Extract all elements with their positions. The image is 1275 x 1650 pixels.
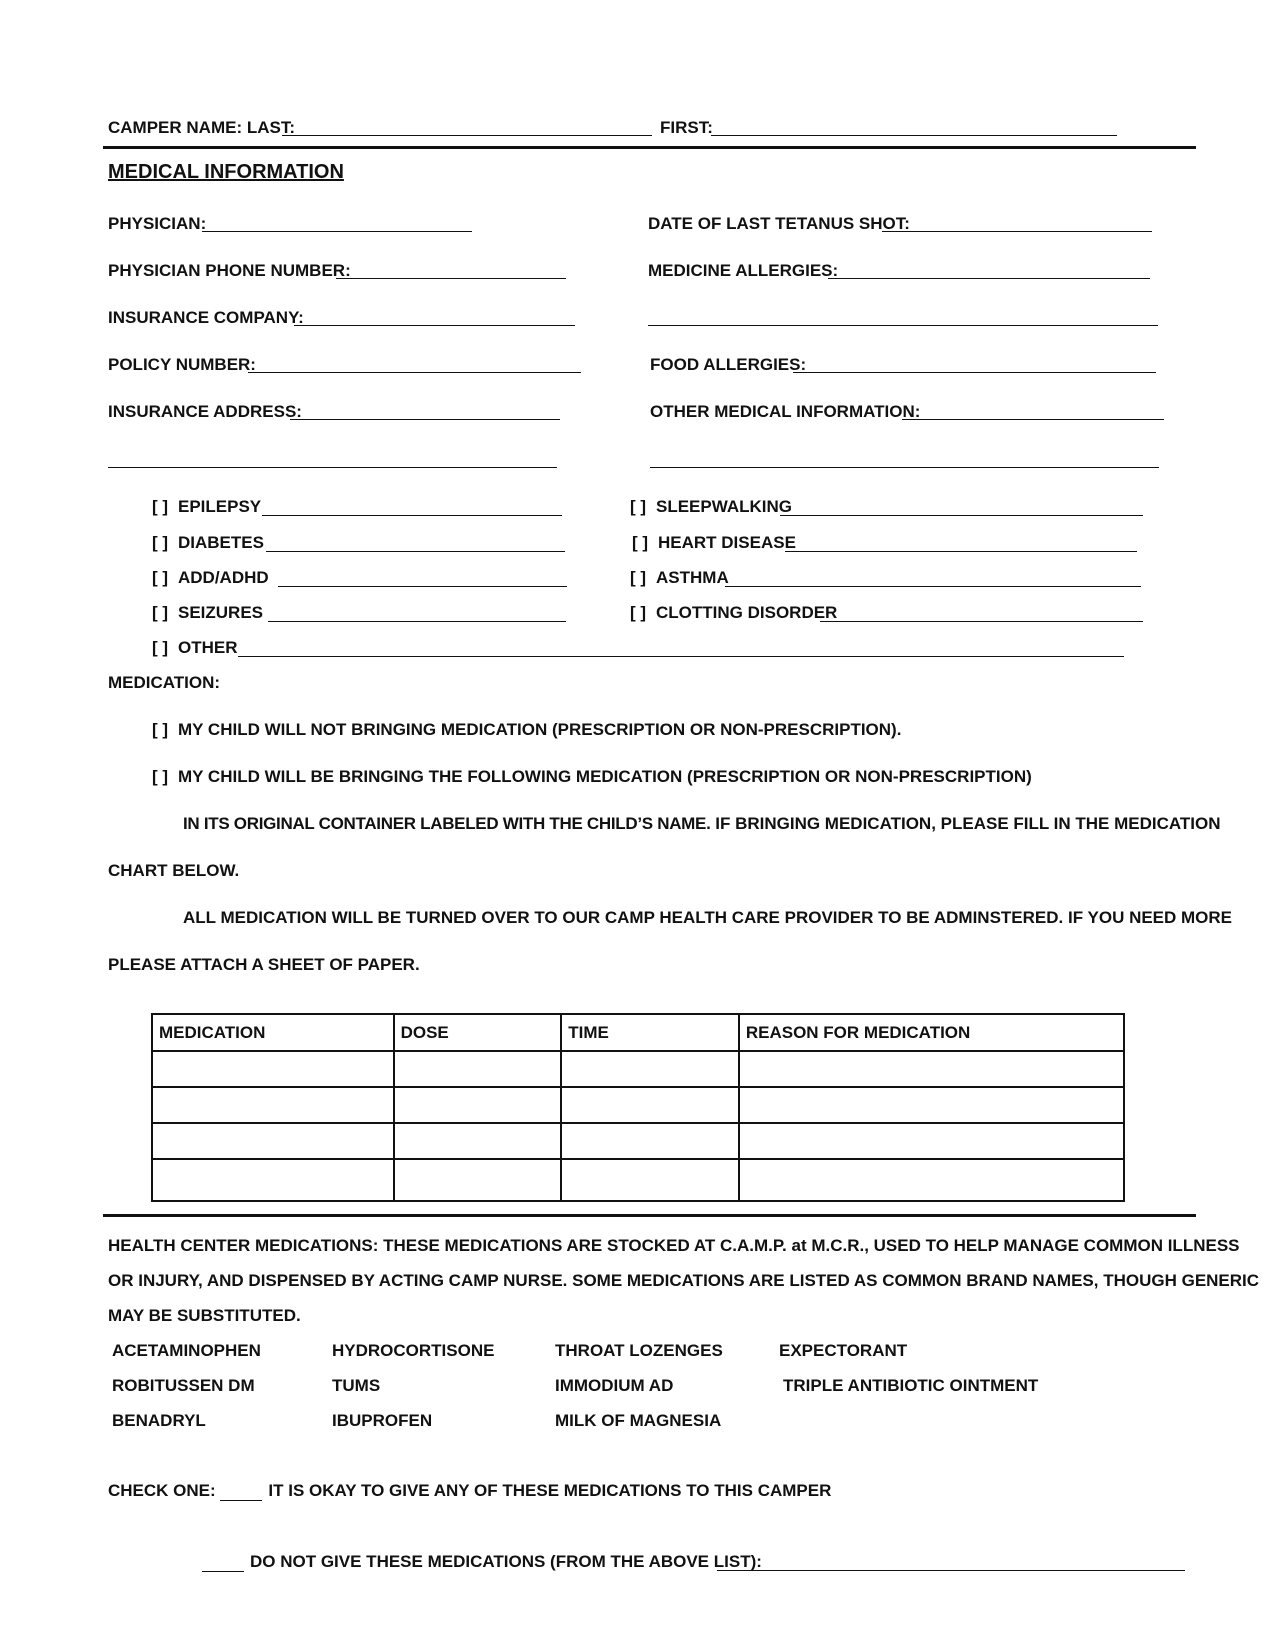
- condition-add-adhd[interactable]: [152, 568, 269, 588]
- condition-epilepsy[interactable]: [152, 497, 261, 517]
- checkbox-icon[interactable]: [ ]: [152, 638, 169, 657]
- checkbox-icon[interactable]: [ ]: [630, 497, 647, 516]
- checkbox-icon[interactable]: [ ]: [152, 767, 169, 786]
- check-one-do-not: [202, 1552, 762, 1572]
- container-rest-text: IF BRINGING MEDICATION, PLEASE FILL IN THE MEDICATION: [710, 814, 1221, 833]
- check-one-label: CHECK ONE:: [108, 1481, 216, 1500]
- condition-label: SLEEPWALKING: [656, 497, 793, 516]
- food-allergies-label: FOOD ALLERGIES:: [650, 355, 807, 374]
- insurance-address-label: INSURANCE ADDRESS:: [108, 402, 302, 421]
- insurance-address-field-2[interactable]: [108, 467, 557, 468]
- table-cell[interactable]: [152, 1159, 394, 1201]
- container-bold-text: IN ITS ORIGINAL CONTAINER LABELED WITH THE CHILD’S NAME.: [183, 814, 711, 833]
- turned-over-text: ALL MEDICATION WILL BE TURNED OVER TO OUR CAMP HEALTH CARE PROVIDER TO BE ADMINSTERED. IF YOU NEED MORE: [183, 908, 1233, 927]
- check-one-okay: [108, 1481, 831, 1501]
- other-medical-field-2[interactable]: [650, 467, 1159, 468]
- medicine-allergies-label: MEDICINE ALLERGIES:: [648, 261, 839, 280]
- med-list-item: MILK OF MAGNESIA: [555, 1411, 722, 1430]
- insurance-company-field[interactable]: [294, 325, 575, 326]
- medication-heading: MEDICATION:: [108, 673, 221, 692]
- section-title: MEDICAL INFORMATION: [108, 161, 344, 183]
- checkbox-icon[interactable]: [ ]: [630, 568, 647, 587]
- physician-phone-label: PHYSICIAN PHONE NUMBER:: [108, 261, 351, 280]
- med-list-item: IMMODIUM AD: [555, 1376, 674, 1395]
- table-cell[interactable]: [152, 1051, 394, 1087]
- table-cell[interactable]: [152, 1087, 394, 1123]
- chart-below-text: CHART BELOW.: [108, 861, 240, 880]
- checkbox-icon[interactable]: [ ]: [152, 533, 169, 552]
- tetanus-label: DATE OF LAST TETANUS SHOT:: [648, 214, 910, 233]
- table-cell[interactable]: [152, 1123, 394, 1159]
- option-label: MY CHILD WILL NOT BRINGING MEDICATION (PRESCRIPTION OR NON-PRESCRIPTION).: [178, 720, 902, 739]
- table-cell[interactable]: [394, 1159, 562, 1201]
- table-cell[interactable]: [561, 1159, 739, 1201]
- header-dose: DOSE: [394, 1014, 562, 1051]
- table-row: [152, 1159, 1124, 1201]
- condition-label: ADD/ADHD: [178, 568, 269, 587]
- condition-seizures[interactable]: [152, 603, 263, 623]
- condition-line[interactable]: [266, 551, 565, 552]
- medication-table: [151, 1013, 1125, 1202]
- physician-label: PHYSICIAN:: [108, 214, 207, 233]
- do-not-list-field[interactable]: [717, 1570, 1185, 1571]
- condition-line[interactable]: [820, 621, 1143, 622]
- condition-label: OTHER: [178, 638, 238, 657]
- table-cell[interactable]: [561, 1051, 739, 1087]
- camper-last-field[interactable]: [282, 135, 652, 136]
- policy-number-label: POLICY NUMBER:: [108, 355, 256, 374]
- header-reason: REASON FOR MEDICATION: [739, 1014, 1124, 1051]
- other-medical-label: OTHER MEDICAL INFORMATION:: [650, 402, 921, 421]
- table-row: [152, 1087, 1124, 1123]
- table-cell[interactable]: [739, 1051, 1124, 1087]
- header-rule: [103, 146, 1196, 149]
- attach-text: PLEASE ATTACH A SHEET OF PAPER.: [108, 955, 420, 974]
- condition-line[interactable]: [262, 515, 562, 516]
- condition-diabetes[interactable]: [152, 533, 264, 553]
- condition-label: EPILEPSY: [178, 497, 262, 516]
- med-list-item: HYDROCORTISONE: [332, 1341, 495, 1360]
- okay-blank[interactable]: [220, 1485, 262, 1501]
- medicine-allergies-field[interactable]: [828, 278, 1150, 279]
- table-cell[interactable]: [561, 1087, 739, 1123]
- table-row: [152, 1123, 1124, 1159]
- table-header-row: [152, 1014, 1124, 1051]
- condition-clotting-disorder[interactable]: [630, 603, 837, 623]
- checkbox-icon[interactable]: [ ]: [152, 497, 169, 516]
- condition-sleepwalking[interactable]: [630, 497, 792, 517]
- checkbox-icon[interactable]: [ ]: [632, 533, 649, 552]
- option-bringing[interactable]: [152, 767, 1032, 787]
- condition-line[interactable]: [268, 621, 566, 622]
- med-list-item: TUMS: [332, 1376, 381, 1395]
- condition-label: CLOTTING DISORDER: [656, 603, 838, 622]
- table-cell[interactable]: [394, 1051, 562, 1087]
- condition-line[interactable]: [278, 586, 567, 587]
- food-allergies-field[interactable]: [793, 372, 1156, 373]
- condition-label: SEIZURES: [178, 603, 264, 622]
- insurance-address-field[interactable]: [290, 419, 560, 420]
- med-list-item: THROAT LOZENGES: [555, 1341, 723, 1360]
- camper-first-field[interactable]: [711, 135, 1117, 136]
- do-not-blank[interactable]: [202, 1556, 244, 1572]
- insurance-company-label: INSURANCE COMPANY:: [108, 308, 304, 327]
- health-center-line-1: HEALTH CENTER MEDICATIONS: THESE MEDICATIONS ARE STOCKED AT C.A.M.P. at M.C.R., USED TO HELP MANAGE COMMON ILLNESS: [108, 1236, 1240, 1255]
- section-rule: [103, 1214, 1196, 1217]
- checkbox-icon[interactable]: [ ]: [152, 603, 169, 622]
- policy-number-field[interactable]: [248, 372, 581, 373]
- table-cell[interactable]: [394, 1123, 562, 1159]
- option-label: MY CHILD WILL BE BRINGING THE FOLLOWING MEDICATION (PRESCRIPTION OR NON-PRESCRIPTION): [178, 767, 1032, 786]
- med-list-item: ACETAMINOPHEN: [112, 1341, 261, 1360]
- header-time: TIME: [561, 1014, 739, 1051]
- camper-last-label: CAMPER NAME: LAST:: [108, 118, 295, 137]
- med-list-item: ROBITUSSEN DM: [112, 1376, 255, 1395]
- do-not-text: GIVE THESE MEDICATIONS (FROM THE ABOVE LIST):: [316, 1552, 762, 1571]
- med-list-item: BENADRYL: [112, 1411, 206, 1430]
- table-cell[interactable]: [561, 1123, 739, 1159]
- option-not-bringing[interactable]: [152, 720, 901, 740]
- physician-phone-field[interactable]: [336, 278, 566, 279]
- table-row: [152, 1051, 1124, 1087]
- checkbox-icon[interactable]: [ ]: [152, 720, 169, 739]
- health-center-line-2: OR INJURY, AND DISPENSED BY ACTING CAMP NURSE. SOME MEDICATIONS ARE LISTED AS COMMON BRAND NAMES, THOUGH GENERIC: [108, 1271, 1260, 1290]
- table-cell[interactable]: [739, 1159, 1124, 1201]
- medicine-allergies-field-2[interactable]: [648, 325, 1158, 326]
- condition-other-line[interactable]: [238, 656, 1124, 657]
- condition-label: ASTHMA: [656, 568, 729, 587]
- health-center-line-3: MAY BE SUBSTITUTED.: [108, 1306, 301, 1325]
- other-medical-field[interactable]: [902, 419, 1164, 420]
- do-not-bold: DO NOT: [250, 1552, 317, 1571]
- checkbox-icon[interactable]: [ ]: [152, 568, 169, 587]
- table-cell[interactable]: [739, 1123, 1124, 1159]
- condition-asthma[interactable]: [630, 568, 729, 588]
- physician-field[interactable]: [202, 231, 472, 232]
- condition-heart-disease[interactable]: [632, 533, 796, 553]
- camper-first-label: FIRST:: [660, 118, 713, 137]
- tetanus-field[interactable]: [882, 231, 1152, 232]
- med-list-item: IBUPROFEN: [332, 1411, 433, 1430]
- condition-line[interactable]: [725, 586, 1141, 587]
- table-cell[interactable]: [739, 1087, 1124, 1123]
- med-list-item: EXPECTORANT: [779, 1341, 908, 1360]
- condition-other[interactable]: [152, 638, 238, 658]
- condition-line[interactable]: [785, 551, 1137, 552]
- container-instruction: [183, 814, 1221, 834]
- condition-label: HEART DISEASE: [658, 533, 796, 552]
- okay-text: IT IS OKAY TO GIVE ANY OF THESE MEDICATIONS TO THIS CAMPER: [268, 1481, 832, 1500]
- condition-line[interactable]: [780, 515, 1143, 516]
- med-list-item: TRIPLE ANTIBIOTIC OINTMENT: [783, 1376, 1039, 1395]
- header-medication: MEDICATION: [152, 1014, 394, 1051]
- checkbox-icon[interactable]: [ ]: [630, 603, 647, 622]
- condition-label: DIABETES: [178, 533, 264, 552]
- table-cell[interactable]: [394, 1087, 562, 1123]
